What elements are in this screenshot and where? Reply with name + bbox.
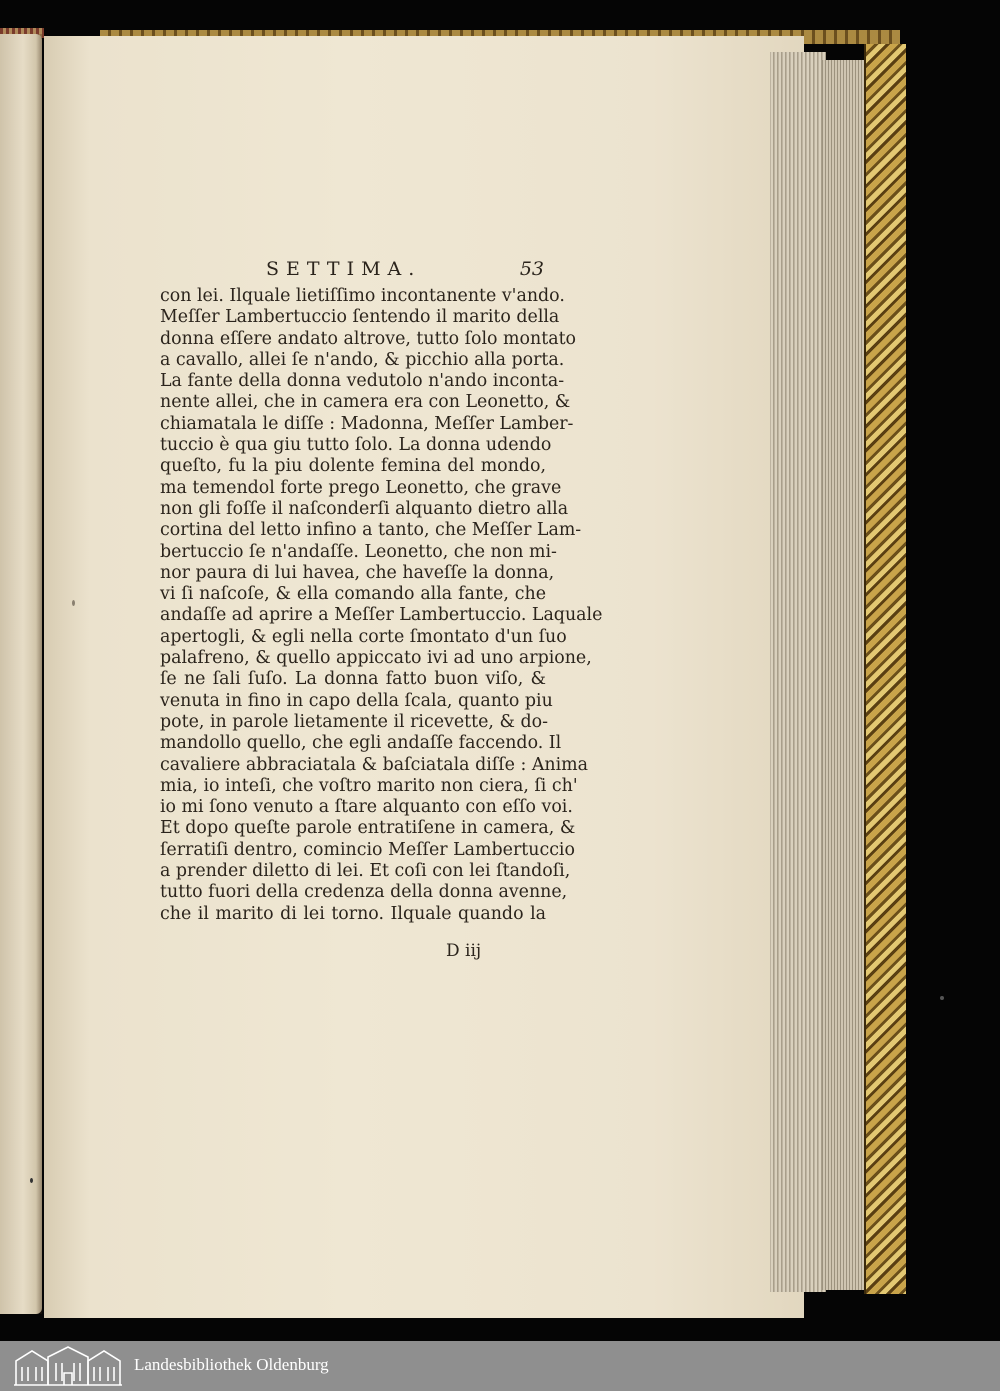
text-line: venuta in fino in capo della ſcala, quanto piu <box>160 690 553 711</box>
left-page-edge <box>0 34 42 1314</box>
text-line: nente allei, che in camera era con Leonetto, & <box>160 392 571 413</box>
text-line: nor paura di lui havea, che haveſſe la donna, <box>160 562 555 583</box>
page-number: 53 <box>519 258 544 280</box>
text-line: io mi ſono venuto a ſtare alquanto con eſſo voi. <box>160 797 573 818</box>
text-line: andaſſe ad aprire a Meſſer Lambertuccio. Laquale <box>160 605 603 626</box>
text-line: Et dopo queſte parole entratiſene in camera, & <box>160 818 576 839</box>
text-line: La fante della donna vedutolo n'ando inconta- <box>160 371 565 392</box>
paper-speck <box>72 600 75 606</box>
gilt-cover-edge <box>864 44 906 1294</box>
text-line: ma temendol forte prego Leonetto, che grave <box>160 477 562 498</box>
text-block <box>160 254 603 925</box>
running-head <box>160 254 546 286</box>
text-line: ſe ne ſali ſuſo. La donna fatto buon viſo, & <box>160 669 546 690</box>
text-line: chiamatala le diſſe : Madonna, Meſſer Lamber- <box>160 413 574 434</box>
footer-bar <box>0 1341 1000 1391</box>
text-line: che il marito di lei torno. Ilquale quando la <box>160 903 546 924</box>
text-line: a cavallo, allei ſe n'ando, & picchio alla porta. <box>160 349 565 370</box>
text-line: queſto, fu la piu dolente femina del mondo, <box>160 456 546 477</box>
running-title: SETTIMA. <box>266 258 422 280</box>
text-line: tuccio è qua giu tutto ſolo. La donna udendo <box>160 435 552 456</box>
library-name: Landesbibliothek Oldenburg <box>134 1355 329 1374</box>
text-line: palafreno, & quello appiccato ivi ad uno arpione, <box>160 648 592 669</box>
text-line: Meſſer Lambertuccio ſentendo il marito della <box>160 307 560 328</box>
text-line: mia, io inteſi, che voſtro marito non ciera, ſi ch' <box>160 775 578 796</box>
text-line: a prender diletto di lei. Et coſi con lei ſtandoſi, <box>160 861 571 882</box>
signature-mark: D iij <box>446 941 482 961</box>
text-line: donna eſſere andato altrove, tutto ſolo montato <box>160 328 577 349</box>
text-line: cavaliere abbraciatala & baſciatala diſſe : Anima <box>160 754 589 775</box>
paper-speck <box>30 1178 33 1183</box>
text-line: pote, in parole lietamente il ricevette, & do- <box>160 711 548 732</box>
text-line: non gli foſſe il naſconderſi alquanto dietro alla <box>160 498 569 519</box>
text-line: apertogli, & egli nella corte ſmontato d'un ſuo <box>160 626 567 647</box>
text-line: ſerratiſi dentro, comincio Meſſer Lambertuccio <box>160 839 575 860</box>
text-line: con lei. Ilquale lietiſſimo incontanente v'ando. <box>160 286 565 306</box>
library-building-icon <box>14 1345 122 1387</box>
text-line: cortina del letto infino a tanto, che Meſſer Lam- <box>160 520 582 541</box>
text-line: vi ſi naſcoſe, & ella comando alla fante, che <box>160 584 546 605</box>
text-line: bertuccio ſe n'andaſſe. Leonetto, che non mi- <box>160 541 557 562</box>
text-line: tutto fuori della credenza della donna avenne, <box>160 882 568 903</box>
body-text <box>160 286 603 925</box>
page-edges <box>770 52 826 1292</box>
text-line: mandollo quello, che egli andaſſe faccendo. Il <box>160 733 562 754</box>
page-edges-inner <box>822 60 866 1290</box>
paper-speck <box>940 996 944 1000</box>
